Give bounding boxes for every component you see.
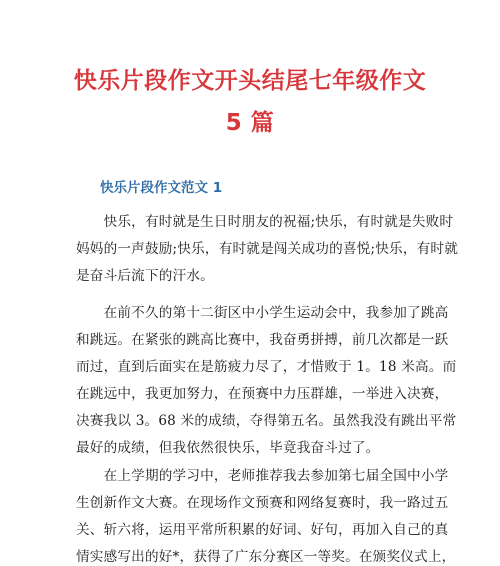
paragraph-2-line-4: 在跳远中，我更加努力，在预赛中力压群雄，一举进入决赛， bbox=[76, 386, 449, 402]
paragraph-1-line-2: 妈妈的一声鼓励;快乐，有时就是闯关成功的喜悦;快乐，有时就 bbox=[76, 241, 458, 257]
document-title-line-2: 5 篇 bbox=[225, 110, 275, 136]
paragraph-3-line-2: 生创新作文大赛。在现场作文预赛和网络复赛时，我一路过五 bbox=[76, 495, 449, 511]
section-heading: 快乐片段作文范文 1 bbox=[100, 180, 223, 196]
paragraph-3-line-3: 关、斩六将，运用平常所积累的好词、好句，再加入自己的真 bbox=[76, 522, 449, 538]
paragraph-2-line-1: 在前不久的第十二街区中小学生运动会中，我参加了跳高 bbox=[76, 305, 449, 321]
paragraph-1-line-1: 快乐，有时就是生日时朋友的祝福;快乐，有时就是失败时 bbox=[76, 214, 454, 230]
paragraph-1-line-3: 是奋斗后流下的汗水。 bbox=[76, 268, 214, 284]
document-title-line-1: 快乐片段作文开头结尾七年级作文 bbox=[73, 68, 427, 94]
paragraph-3-line-1: 在上学期的学习中，老师推荐我去参加第七届全国中小学 bbox=[76, 468, 449, 484]
paragraph-2-line-6: 最好的成绩，但我依然很快乐，毕竟我奋斗过了。 bbox=[76, 440, 380, 456]
paragraph-2-line-3: 而过，直到后面实在是筋疲力尽了，才惜败于 1。18 米高。而 bbox=[76, 359, 457, 375]
paragraph-2-line-2: 和跳远。在紧张的跳高比赛中，我奋勇拼搏，前几次都是一跃 bbox=[76, 332, 449, 348]
paragraph-3-line-4: 情实感写出的好*，获得了广东分赛区一等奖。在颁奖仪式上， bbox=[76, 549, 456, 565]
paragraph-2-line-5: 决赛我以 3。68 米的成绩，夺得第五名。虽然我没有跳出平常 bbox=[76, 413, 457, 429]
